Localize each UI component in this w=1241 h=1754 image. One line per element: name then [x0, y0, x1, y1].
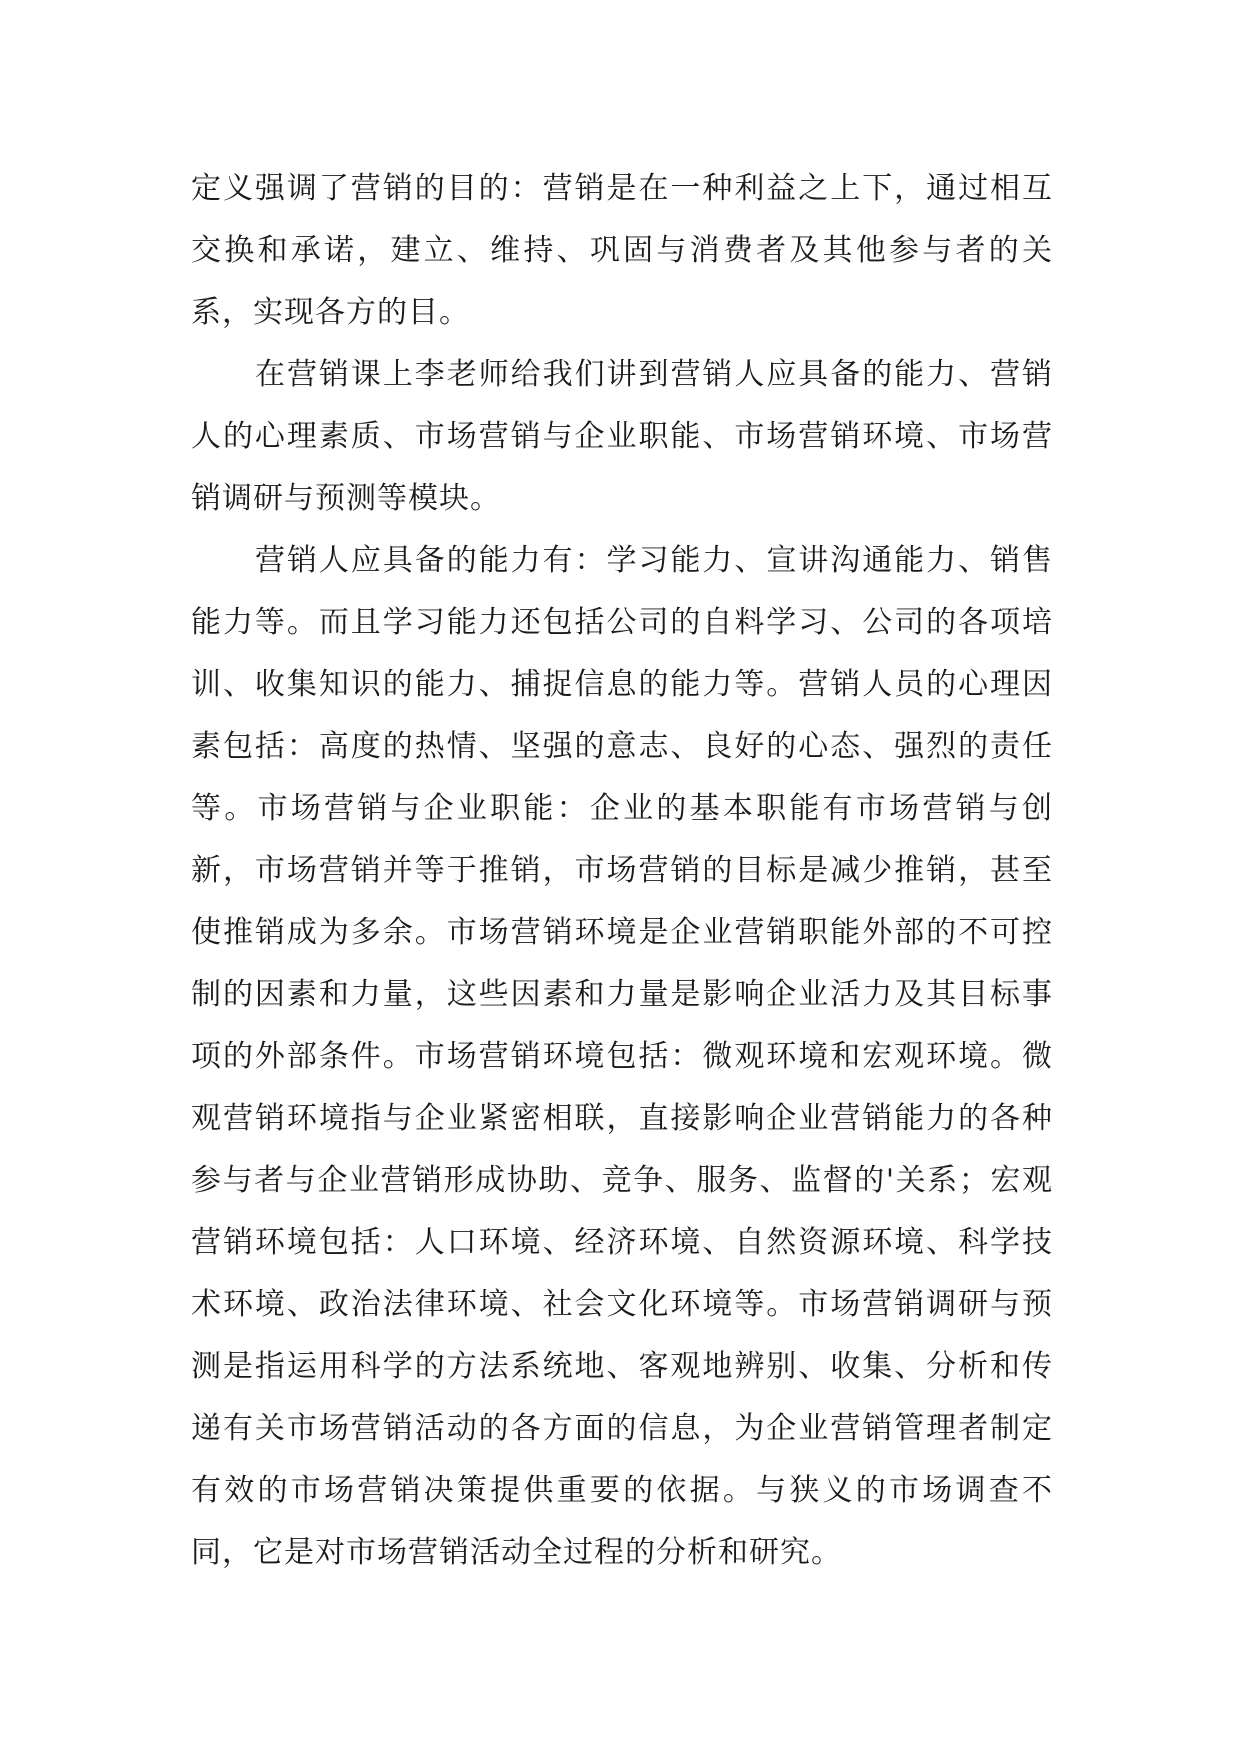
paragraph-course-modules: 在营销课上李老师给我们讲到营销人应具备的能力、营销人的心理素质、市场营销与企业职能、市场营销环境、市场营销调研与预测等模块。	[191, 357, 1053, 516]
paragraph-marketing-abilities: 营销人应具备的能力有：学习能力、宣讲沟通能力、销售能力等。而且学习能力还包括公司的自料学习、公司的各项培训、收集知识的能力、捕捉信息的能力等。营销人员的心理因素包括：高度的热情、坚强的意志、良好的心态、强烈的责任等。市场营销与企业职能：企业的基本职能有市场营销与创新，市场营销并等于推销，市场营销的目标是减少推销，甚至使推销成为多余。市场营销环境是企业营销职能外部的不可控制的因素和力量，这些因素和力量是影响企业活力及其目标事项的外部条件。市场营销环境包括：微观环境和宏观环境。微观营销环境指与企业紧密相联，直接影响企业营销能力的各种参与者与企业营销形成协助、竞争、服务、监督的'关系；宏观营销环境包括：人口环境、经济环境、自然资源环境、科学技术环境、政治法律环境、社会文化环境等。市场营销调研与预测是指运用科学的方法系统地、客观地辨别、收集、分析和传递有关市场营销活动的各方面的信息，为企业营销管理者制定有效的市场营销决策提供重要的依据。与狭义的市场调查不同，它是对市场营销活动全过程的分析和研究。	[191, 543, 1053, 1570]
paragraph-definition: 定义强调了营销的目的：营销是在一种利益之上下，通过相互交换和承诺，建立、维持、巩固与消费者及其他参与者的关系，实现各方的目。	[191, 171, 1053, 330]
body-text	[191, 158, 1053, 1584]
